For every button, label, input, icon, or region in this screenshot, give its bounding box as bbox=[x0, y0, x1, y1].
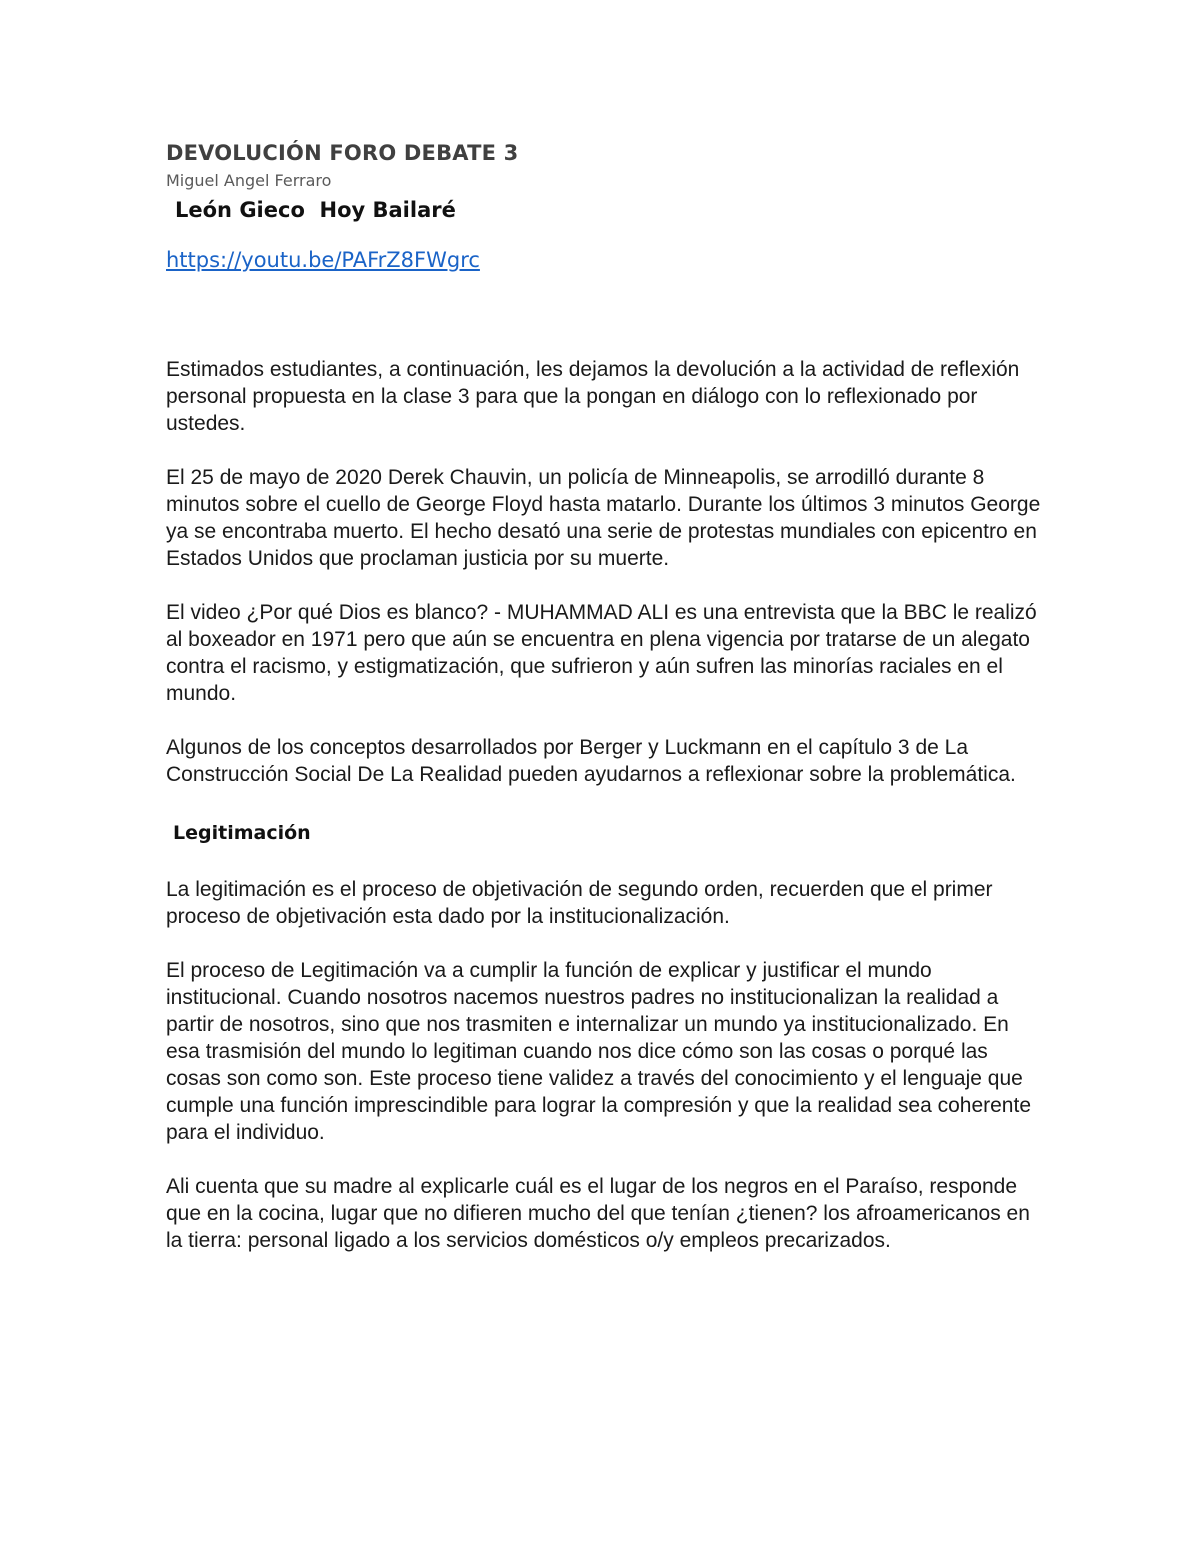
paragraph-ali-mother: Ali cuenta que su madre al explicarle cuál es el lugar de los negros en el Paraíso, responde que en la cocina, lugar que no difieren mucho del que tenían ¿tienen? los afroamericanos en la tierra: personal ligado a los servicios domésticos o/y empleos precarizados. bbox=[166, 1175, 1030, 1252]
youtube-link[interactable]: https://youtu.be/PAFrZ8FWgrc bbox=[166, 248, 480, 272]
song-title: León Gieco Hoy Bailaré bbox=[175, 198, 456, 222]
paragraph-legitimacion-process: El proceso de Legitimación va a cumplir la función de explicar y justificar el mundo institucional. Cuando nosotros nacemos nuestros padres no institucionalizan la realidad a partir de nosotros, sino que nos trasmiten e internalizar un mundo ya institucionalizado. En esa trasmisión del mundo lo legitiman cuando nos dice cómo son las cosas o porqué las cosas son como son. Este proceso tiene validez a través del conocimiento y el lenguaje que cumple una función imprescindible para lograr la compresión y que la realidad sea coherente para el individuo. bbox=[166, 959, 1031, 1144]
paragraph-legitimacion-def: La legitimación es el proceso de objetivación de segundo orden, recuerden que el primer proceso de objetivación esta dado por la institucionalización. bbox=[166, 878, 993, 928]
section-heading-legitimacion: Legitimación bbox=[173, 822, 311, 844]
paragraph-berger-luckmann: Algunos de los conceptos desarrollados por Berger y Luckmann en el capítulo 3 de La Construcción Social De La Realidad pueden ayudarnos a reflexionar sobre la problemática. bbox=[166, 736, 1016, 786]
author-name: Miguel Angel Ferraro bbox=[166, 171, 332, 190]
paragraph-floyd: El 25 de mayo de 2020 Derek Chauvin, un policía de Minneapolis, se arrodilló durante 8 minutos sobre el cuello de George Floyd hasta matarlo. Durante los últimos 3 minutos George ya se encontraba muerto. El hecho desató una serie de protestas mundiales con epicentro en Estados Unidos que proclaman justicia por su muerte. bbox=[166, 466, 1041, 570]
paragraph-intro: Estimados estudiantes, a continuación, les dejamos la devolución a la actividad de reflexión personal propuesta en la clase 3 para que la pongan en diálogo con lo reflexionado por ustedes. bbox=[166, 358, 1020, 435]
document-title: DEVOLUCIÓN FORO DEBATE 3 bbox=[166, 141, 519, 165]
paragraph-ali-video: El video ¿Por qué Dios es blanco? - MUHAMMAD ALI es una entrevista que la BBC le realizó al boxeador en 1971 pero que aún se encuentra en plena vigencia por tratarse de un alegato contra el racismo, y estigmatización, que sufrieron y aún sufren las minorías raciales en el mundo. bbox=[166, 601, 1037, 705]
document-body bbox=[166, 138, 1046, 1254]
